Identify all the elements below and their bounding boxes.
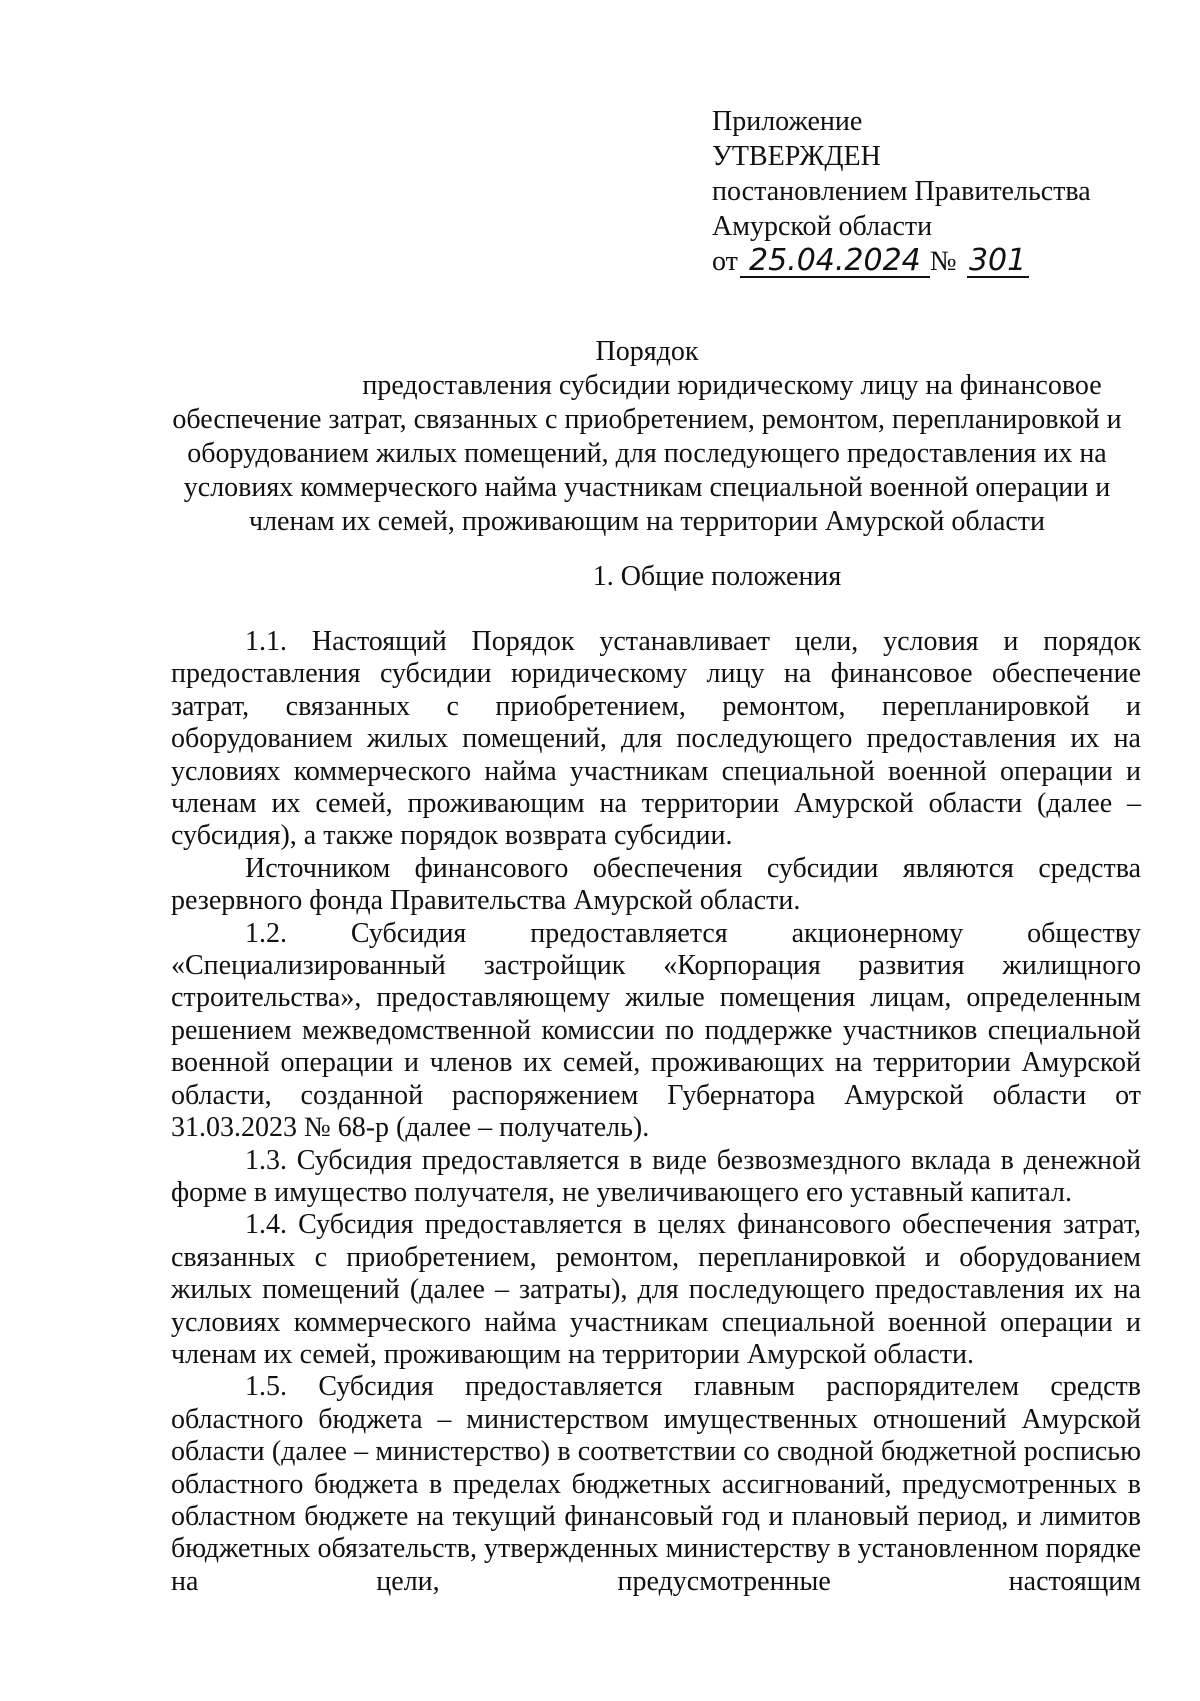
document-subtitle <box>165 369 1129 539</box>
approval-date-line <box>712 244 1091 279</box>
paragraph-1-3: 1.3. Субсидия предоставляется в виде безвозмездного вклада в денежной форме в имущество получателя, не увеличивающего его уставный капитал. <box>171 1144 1141 1208</box>
approval-approved-label: УТВЕРЖДЕН <box>712 141 881 172</box>
paragraph-1-2: 1.2. Субсидия предоставляется акционерному обществу «Специализированный застройщик «Корпорация развития жилищного строительства», предоставляющему жилые помещения лицам, определенным решением межведомственной комиссии по поддержке участников специальной военной операции и членов их семей, проживающих на территории Амурской области, созданной распоряжением Губернатора Амурской области от 31.03.2023 № 68-р (далее – получатель). <box>171 917 1141 1144</box>
paragraph-1-5: 1.5. Субсидия предоставляется главным распорядителем средств областного бюджета – министерством имущественных отношений Амурской области (далее – министерство) в соответствии со сводной бюджетной росписью областного бюджета в пределах бюджетных ассигнований, предусмотренных в областном бюджете на текущий финансовый год и плановый период, и лимитов бюджетных обязательств, утвержденных министерству в установленном порядке на цели, предусмотренные настоящим <box>171 1371 1141 1597</box>
paragraph-funding-source: Источником финансового обеспечения субсидии являются средства резервного фонда Правительства Амурской области. <box>171 852 1141 917</box>
document-title: Порядок <box>595 336 699 367</box>
approval-block <box>712 104 1091 279</box>
date-prefix: от <box>712 246 738 277</box>
approval-region-label: Амурской области <box>712 211 933 242</box>
document-title-block <box>165 335 1129 539</box>
paragraph-1-4: 1.4. Субсидия предоставляется в целях финансового обеспечения затрат, связанных с приобретением, ремонтом, перепланировкой и оборудованием жилых помещений (далее – затраты), для последующего предоставления их на условиях коммерческого найма участникам специальной военной операции и членам их семей, проживающим на территории Амурской области. <box>171 1209 1141 1370</box>
document-subtitle-text: предоставления субсидии юридическому лицу на финансовое обеспечение затрат, связанных с приобретением, ремонтом, перепланировкой и оборудованием жилых помещений, для последующего предоставления их на условиях коммерческого найма участникам специальной военной операции и членам их семей, проживающим на территории Амурской области <box>172 370 1122 537</box>
paragraph-1-1: 1.1. Настоящий Порядок устанавливает цели, условия и порядок предоставления субсидии юридическому лицу на финансовое обеспечение затрат, связанных с приобретением, ремонтом, перепланировкой и оборудованием жилых помещений, для последующего предоставления их на условиях коммерческого найма участникам специальной военной операции и членам их семей, проживающим на территории Амурской области (далее – субсидия), а также порядок возврата субсидии. <box>171 626 1141 852</box>
document-body <box>171 626 1141 1598</box>
approval-appendix-label: Приложение <box>712 106 863 137</box>
number-sign: № <box>929 246 957 277</box>
section-heading: 1. Общие положения <box>592 561 842 592</box>
approval-decree-label: постановлением Правительства <box>712 176 1091 207</box>
handwritten-date: 25.04.2024 <box>740 246 930 278</box>
handwritten-number: 301 <box>967 246 1029 278</box>
